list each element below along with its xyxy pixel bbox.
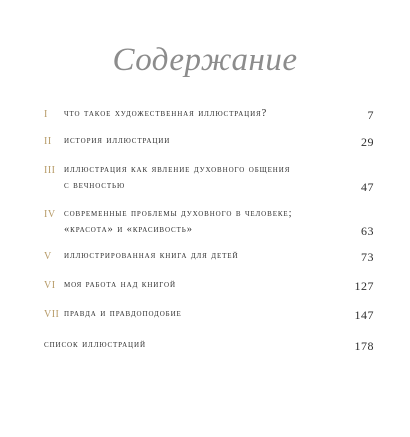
chapter-title: иллюстрированная книга для детей [64,250,239,261]
chapter-title: правда и правдоподобие [64,308,182,319]
chapter-title-line-1: иллюстрация как явление духовного общения [64,164,291,175]
page-number: 73 [361,250,374,264]
chapter-title: моя работа над книгой [64,279,176,290]
chapter-number: VI [44,280,56,291]
chapter-title-line-2: с вечностью [64,180,126,191]
toc-entry-illustrations[interactable] [0,339,410,359]
chapter-number: II [44,136,52,147]
chapter-number: V [44,251,52,262]
chapter-number: I [44,109,48,120]
chapter-number: III [44,165,56,176]
chapter-number: VII [44,309,60,320]
page-title: Содержание [112,42,298,78]
toc-entry-5[interactable] [0,250,410,270]
page-number: 127 [354,279,374,293]
toc-entry-3[interactable] [0,164,410,204]
toc-entry-2[interactable] [0,135,410,155]
toc-entry-7[interactable] [0,308,410,328]
toc-entry-6[interactable] [0,279,410,299]
chapter-number: IV [44,209,56,220]
toc-entry-4[interactable] [0,208,410,248]
toc-entry-1[interactable] [0,108,410,128]
page-number: 7 [367,108,374,122]
chapter-title: что такое художественная иллюстрация? [64,108,268,119]
page-number: 147 [354,308,374,322]
page-number: 29 [361,135,374,149]
chapter-title: история иллюстрации [64,135,171,146]
chapter-title-line-2: «красота» и «красивость» [64,224,193,235]
chapter-title-line-1: современные проблемы духовного в человеке; [64,208,293,219]
page-number: 47 [361,180,374,194]
page-number: 178 [354,339,374,353]
page-number: 63 [361,224,374,238]
chapter-title: список иллюстраций [44,339,146,350]
